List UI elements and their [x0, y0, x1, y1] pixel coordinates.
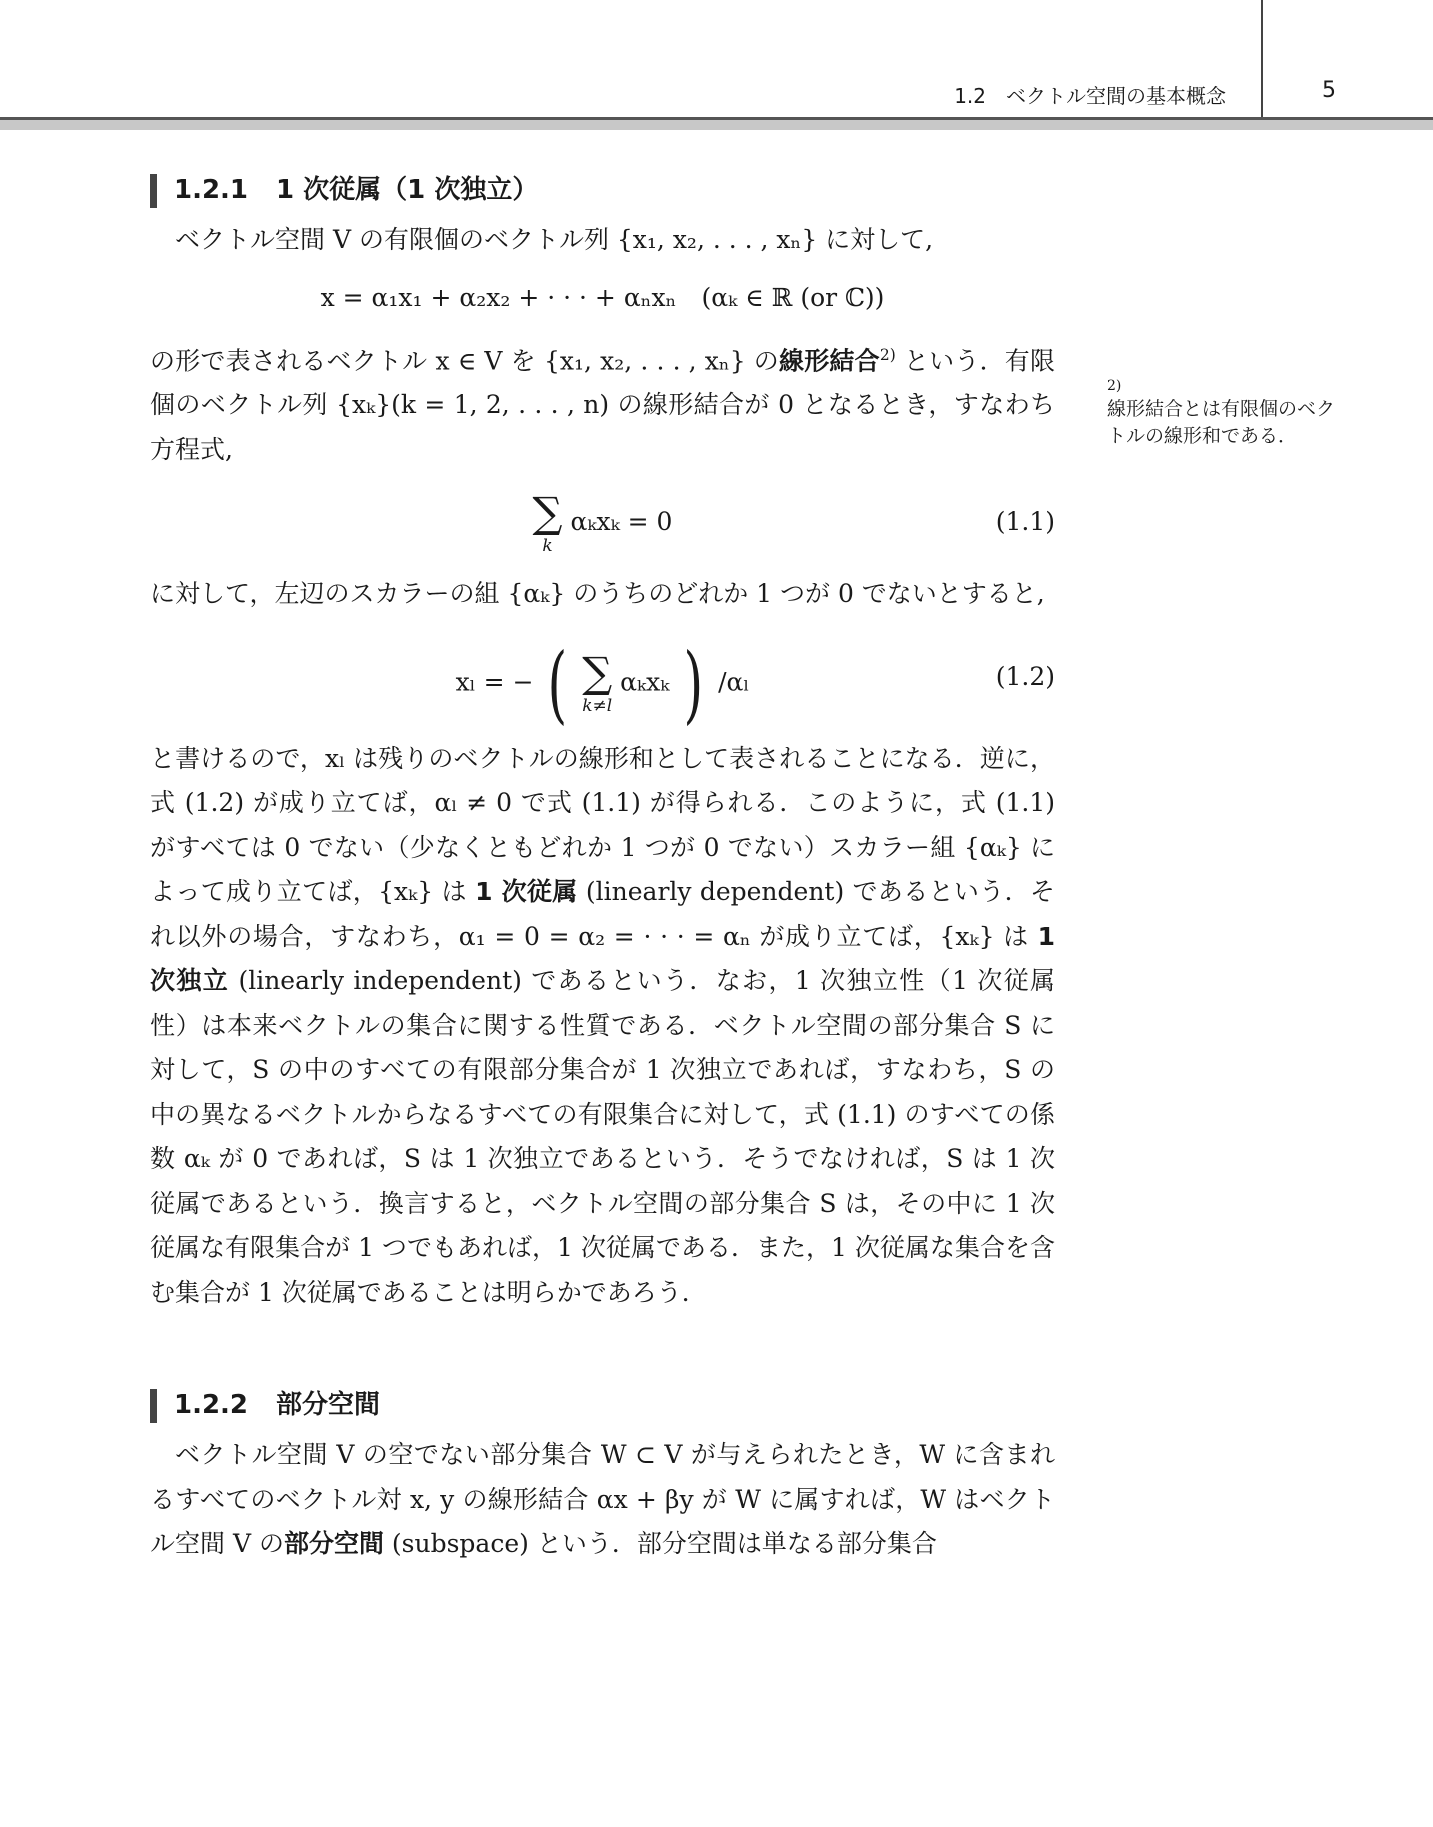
sum-operator: ∑ k≠l: [582, 648, 613, 717]
para-text-b: (subspace) という．部分空間は単なる部分集合: [383, 1529, 937, 1559]
equation-rhs: αₖxₖ = 0: [570, 507, 673, 537]
footnote-ref: 2): [879, 345, 896, 364]
page-header: [0, 0, 1433, 132]
equation-body: x = α₁x₁ + α₂x₂ + · · · + αₙxₙ (αₖ ∈ ℝ (or ℂ)): [320, 282, 885, 312]
section-bar: [150, 174, 157, 208]
section-number: 1.2.1: [174, 175, 249, 205]
sidenote-mark: 2): [1107, 378, 1122, 394]
paragraph-dependence: [150, 737, 1055, 1316]
para1-text-a: の形で表されるベクトル x ∈ V を {x₁, x₂, . . . , xₙ} の: [150, 345, 779, 375]
display-equation-1-1: [150, 472, 1055, 572]
header-band: [0, 120, 1433, 130]
equation-number: (1.2): [995, 661, 1055, 691]
section-bar: [150, 1389, 157, 1423]
equation-rhs: /αₗ: [718, 667, 750, 697]
para3-text-a: と書けるので，xₗ は残りのベクトルの線形和として表されることになる．逆に，式 (1.2) が成り立てば，αₗ ≠ 0 で式 (1.1) が得られる．このように，式 (1.1) がすべては 0 でない（少なくともどれか 1 つが 0 でない）スカラー組 {αₖ} によって成り立てば，{xₖ} は: [150, 743, 1055, 907]
term-linear-combination: 線形結合: [778, 345, 880, 375]
intro-paragraph: ベクトル空間 V の有限個のベクトル列 {x₁, x₂, . . . , xₙ} に対して,: [175, 225, 934, 254]
sidenote-text: 線形結合とは有限個のベクトルの線形和である．: [1107, 398, 1336, 447]
paragraph-scalars: に対して，左辺のスカラーの組 {αₖ} のうちのどれか 1 つが 0 でないとすると,: [150, 579, 1045, 609]
equation-body: xₗ = − ( ∑ k≠l αₖxₖ ) /αₗ: [455, 634, 750, 733]
equation-lhs: xₗ = −: [455, 667, 534, 697]
section-title: 部分空間: [276, 1390, 381, 1421]
sum-subscript: k≠l: [582, 696, 613, 717]
term-subspace: 部分空間: [283, 1529, 384, 1559]
term-linearly-dependent: 1 次従属: [475, 877, 578, 907]
sum-operator: ∑ k: [532, 488, 563, 557]
header-vertical-rule: [1261, 0, 1263, 118]
paragraph-subspace: [150, 1433, 1055, 1567]
main-column: [150, 160, 1055, 1567]
paragraph-linear-combination: [150, 333, 1055, 473]
display-equation-linear-combination: [150, 263, 1055, 333]
section-title: 1 次従属（1 次独立）: [276, 175, 539, 205]
sum-subscript: k: [542, 536, 553, 557]
equation-number: (1.1): [995, 507, 1055, 537]
section-number: 1.2.2: [174, 1390, 249, 1421]
para3-text-b: (linearly dependent) であるという．それ以外の場合，すなわち，α₁ = 0 = α₂ = · · · = αₙ が成り立てば，{xₖ} は: [150, 877, 1055, 951]
para1-text-b: という．有限個のベクトル列 {xₖ}(k = 1, 2, . . . , n) の線形結合が 0 となるとき，すなわち方程式,: [150, 345, 1055, 464]
equation-body: [150, 487, 1055, 557]
section-heading-1-2-2: [150, 1385, 1055, 1425]
para-text-a: ベクトル空間 V の空でない部分集合 W ⊂ V が与えられたとき，W に含まれるすべてのベクトル対 x, y の線形結合 αx + βy が W に属すれば，W はベクトル空間 V の: [150, 1440, 1055, 1559]
running-head: 1.2 ベクトル空間の基本概念: [954, 84, 1226, 108]
display-equation-1-2: [150, 617, 1055, 737]
sidenote: [1107, 376, 1347, 450]
para3-text-c: (linearly independent) であるという．なお，1 次独立性（1 次従属性）は本来ベクトルの集合に関する性質である．ベクトル空間の部分集合 S に対して，S の中のすべての有限部分集合が 1 次独立であれば，すなわち，S の中の異なるベクトルからなるすべての有限集合に対して，式 (1.1) のすべての係数 αₖ が 0 であれば，S は 1 次独立であるという．そうでなければ，S は 1 次従属であるという．換言すると，ベクトル空間の部分集合 S は，その中に 1 次従属な有限集合が 1 つでもあれば，1 次従属である．また，1 次従属な集合を含む集合が 1 次従属であることは明らかであろう．: [150, 966, 1055, 1307]
equation-inner: αₖxₖ: [620, 667, 670, 697]
section-heading-1-2-1: [150, 170, 1055, 210]
page-number: 5: [1322, 78, 1336, 103]
term-linearly-independent: 1 次独立: [150, 921, 1055, 996]
